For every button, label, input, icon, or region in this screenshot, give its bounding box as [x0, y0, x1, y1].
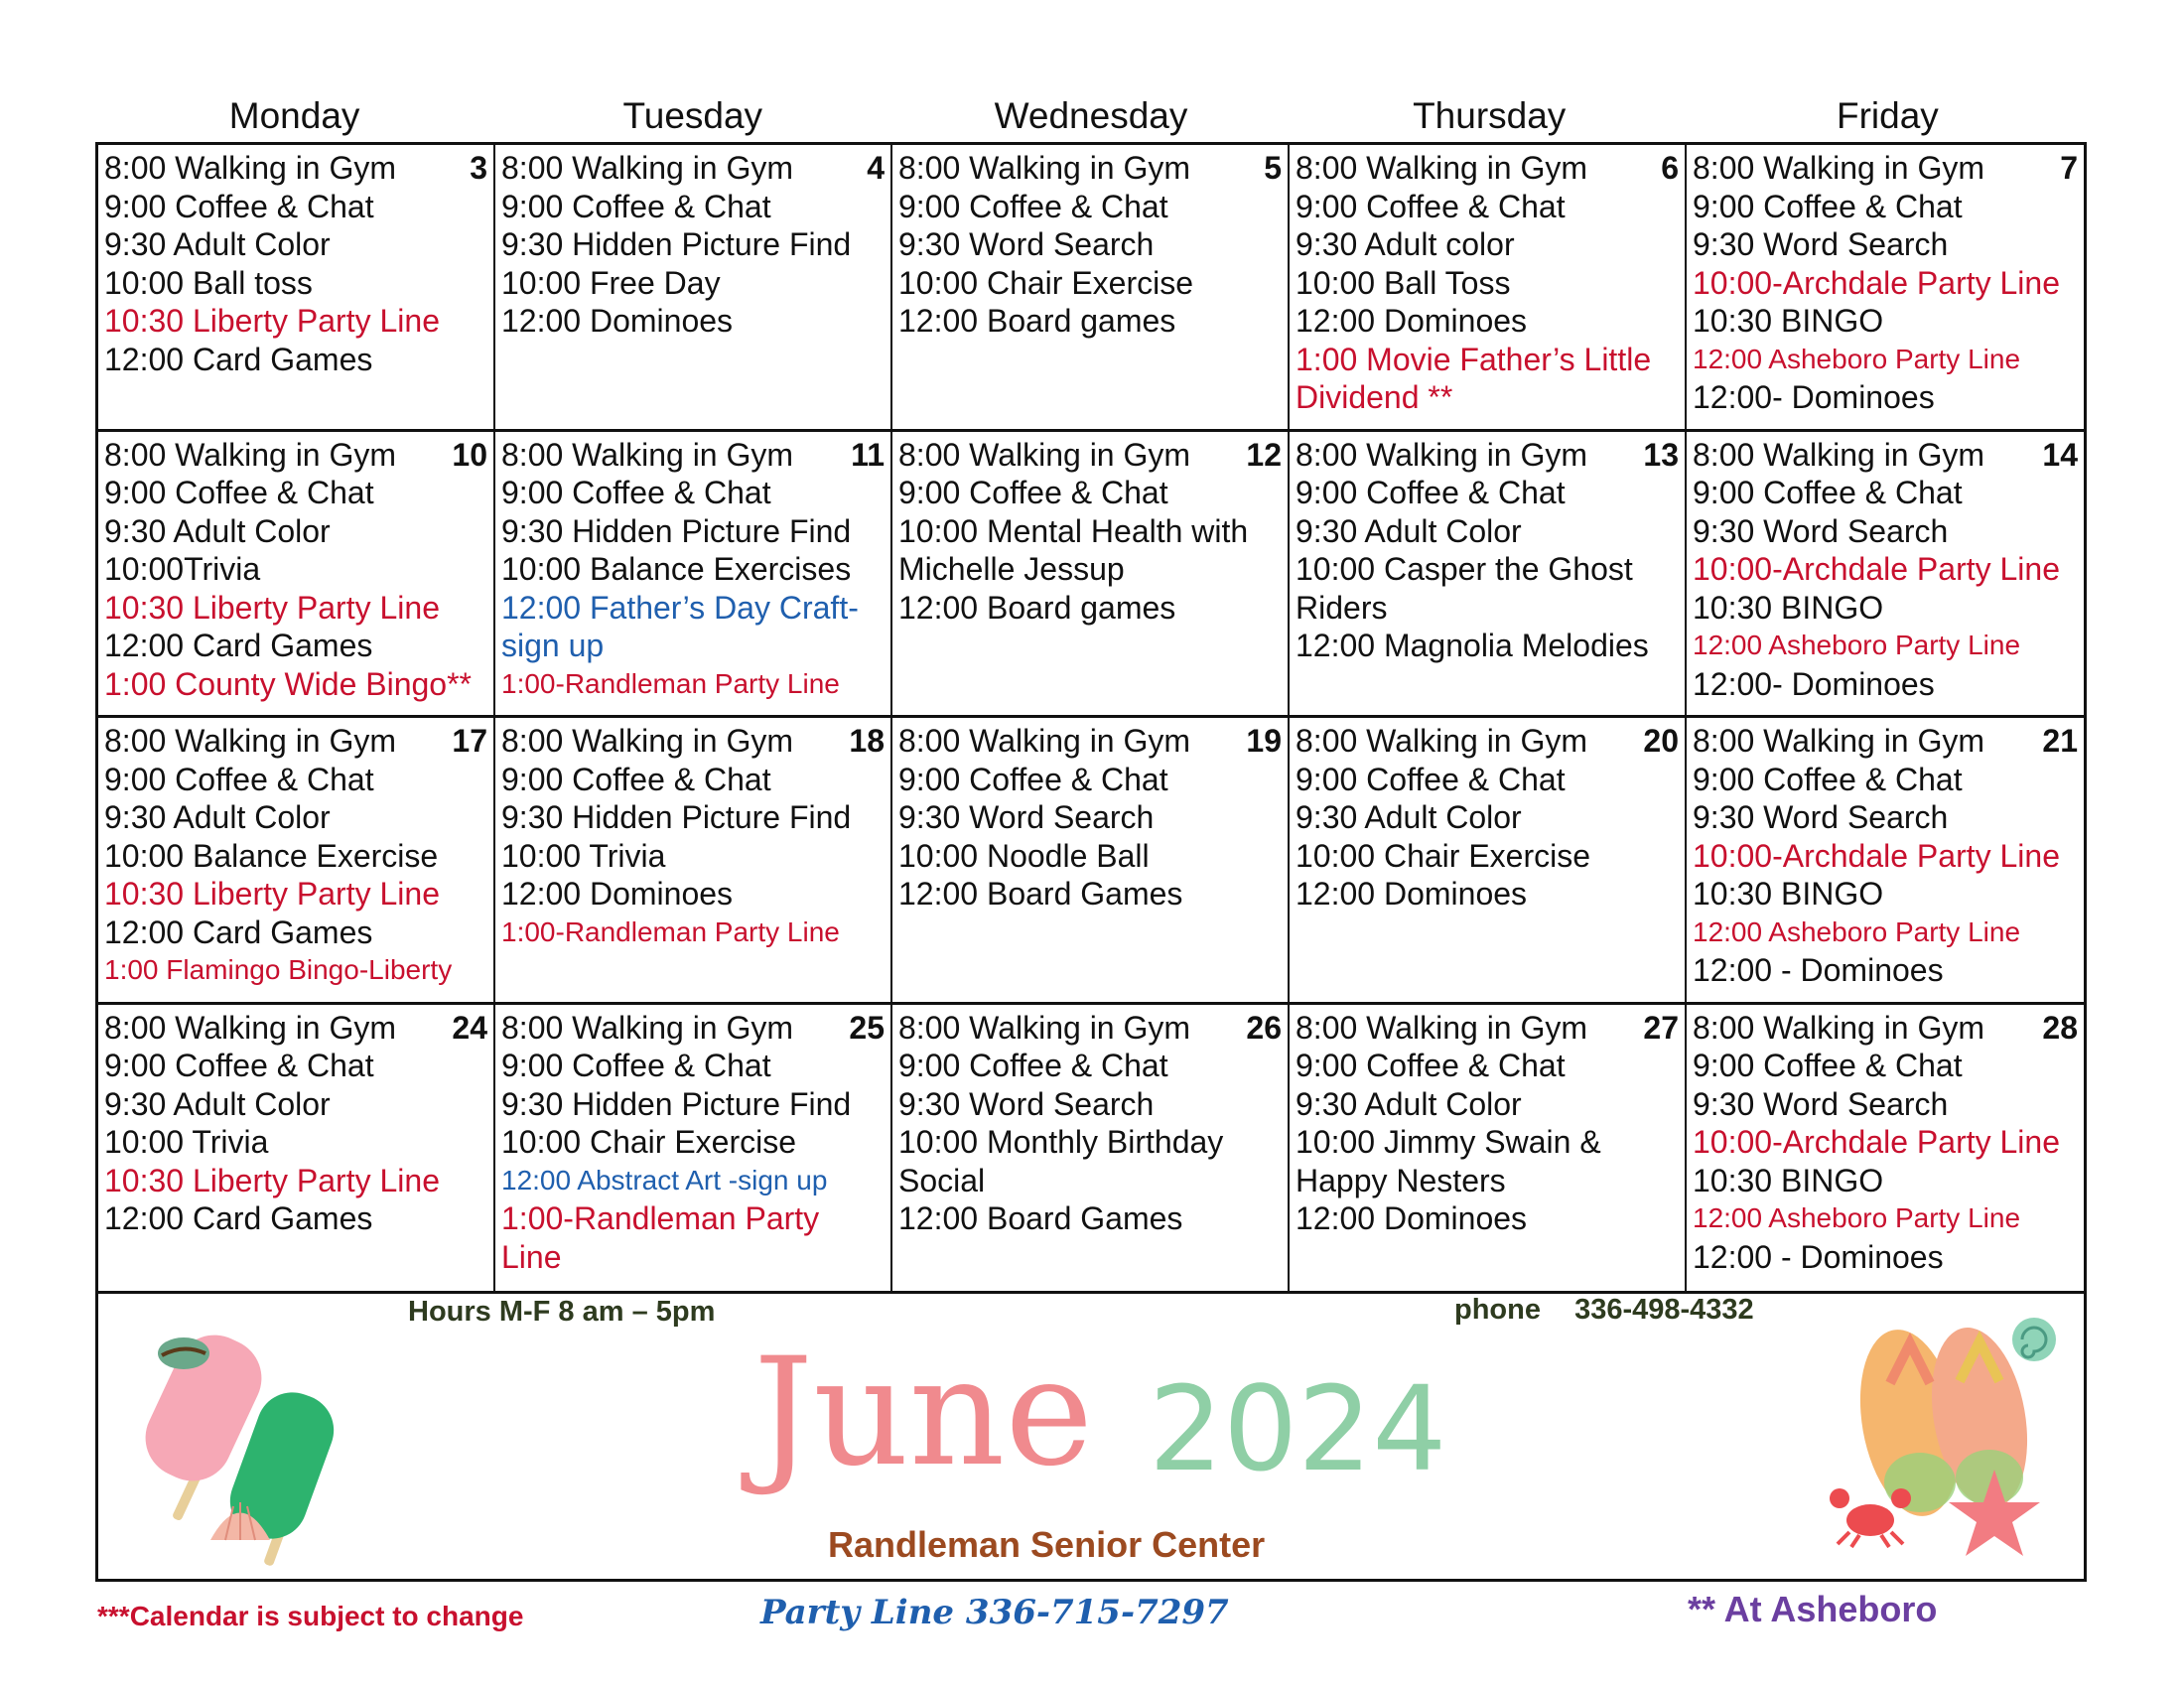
event-item: 10:00-Archdale Party Line	[1693, 837, 2060, 874]
event-item: 8:00 Walking in Gym	[104, 436, 397, 473]
event-item: 9:30 Hidden Picture Find	[501, 799, 852, 835]
day-cell	[98, 718, 495, 1005]
event-item: 10:00 Jimmy Swain & Happy Nesters	[1296, 1124, 1601, 1198]
event-item: 9:00 Coffee & Chat	[898, 761, 1168, 797]
event-item: 12:00 Asheboro Party Line	[1693, 630, 2021, 660]
event-item: 10:00 Noodle Ball	[898, 837, 1150, 874]
event-item: 10:00 Balance Exercise	[104, 837, 439, 874]
event-item: 9:00 Coffee & Chat	[1296, 475, 1566, 510]
event-item: 10:00-Archdale Party Line	[1693, 1124, 2060, 1160]
event-item: 9:00 Coffee & Chat	[501, 475, 771, 510]
event-item: 9:30 Word Search	[1693, 1085, 1949, 1122]
day-number: 28	[2042, 1009, 2078, 1046]
event-item: 12:00 Father’s Day Craft- sign up	[501, 589, 859, 663]
event-item: 10:30 BINGO	[1693, 589, 1884, 626]
event-list	[501, 436, 885, 704]
starfish-icon	[1945, 1465, 2044, 1564]
day-number: 19	[1246, 723, 1282, 759]
day-number: 14	[2042, 436, 2078, 473]
event-item: 8:00 Walking in Gym	[1296, 150, 1588, 186]
party-line-number: Party Line 336-715-7297	[760, 1593, 1229, 1632]
event-item: 1:00-Randleman Party Line	[501, 915, 840, 947]
day-number: 7	[2060, 150, 2078, 186]
month-title: June	[753, 1327, 1094, 1499]
event-list	[104, 436, 487, 704]
crab-icon	[1826, 1480, 1915, 1550]
event-item: 9:00 Coffee & Chat	[104, 1048, 374, 1083]
event-item: 8:00 Walking in Gym	[104, 1009, 397, 1046]
event-item: 12:00 Board Games	[898, 876, 1183, 912]
day-number: 11	[851, 436, 885, 473]
day-number: 26	[1246, 1009, 1282, 1046]
event-item: 9:30 Adult Color	[104, 512, 331, 549]
event-list	[1296, 149, 1679, 417]
day-number: 6	[1661, 150, 1679, 186]
event-list	[501, 722, 885, 951]
event-item: 9:00 Coffee & Chat	[898, 188, 1168, 224]
day-number: 21	[2042, 723, 2078, 759]
event-item: 10:00 Ball toss	[104, 264, 313, 301]
event-item: 9:30 Adult Color	[104, 226, 331, 262]
event-item: 12:00 - Dominoes	[1693, 952, 1944, 988]
event-list	[501, 149, 885, 341]
day-number: 18	[849, 723, 885, 759]
event-item: 12:00 Card Games	[104, 1200, 373, 1236]
event-item: 9:00 Coffee & Chat	[1693, 188, 1963, 224]
event-item: 9:30 Adult Color	[1296, 512, 1522, 549]
event-list	[1693, 149, 2078, 417]
event-item: 9:00 Coffee & Chat	[1296, 761, 1566, 797]
calendar-grid	[95, 142, 2087, 1294]
event-item: 9:30 Word Search	[1693, 799, 1949, 835]
day-number: 25	[849, 1009, 885, 1046]
event-item: 12:00 Card Games	[104, 628, 373, 663]
event-item: 9:00 Coffee & Chat	[501, 1048, 771, 1083]
event-item: 12:00 Dominoes	[1296, 876, 1528, 912]
event-item: 9:00 Coffee & Chat	[1693, 761, 1963, 797]
event-item: 9:30 Word Search	[898, 1085, 1155, 1122]
event-item: 12:00- Dominoes	[1693, 379, 1935, 415]
event-item: 8:00 Walking in Gym	[1296, 1009, 1588, 1046]
event-item: 12:00 Board games	[898, 589, 1176, 626]
event-list	[104, 149, 487, 378]
day-number: 12	[1246, 436, 1282, 473]
phone-line	[1454, 1294, 1754, 1327]
day-cell	[495, 1005, 892, 1292]
event-item: 9:00 Coffee & Chat	[501, 761, 771, 797]
weekday-header-row	[95, 91, 2087, 141]
event-item: 12:00 Dominoes	[501, 303, 734, 339]
event-item: 9:30 Word Search	[898, 226, 1155, 262]
event-item: 9:30 Word Search	[1693, 512, 1949, 549]
event-item: 10:00-Archdale Party Line	[1693, 551, 2060, 587]
event-item: 10:00 Casper the Ghost Riders	[1296, 551, 1633, 626]
event-item: 8:00 Walking in Gym	[898, 723, 1191, 759]
event-item: 10:00Trivia	[104, 551, 261, 587]
day-cell	[495, 145, 892, 432]
event-list	[1296, 436, 1679, 665]
event-item: 8:00 Walking in Gym	[1693, 1009, 1985, 1046]
event-item: 10:30 BINGO	[1693, 303, 1884, 339]
day-cell	[1687, 432, 2084, 719]
event-item: 8:00 Walking in Gym	[1693, 436, 1985, 473]
event-item: 9:00 Coffee & Chat	[1296, 188, 1566, 224]
day-cell	[1290, 1005, 1687, 1292]
event-list	[104, 1009, 487, 1238]
event-item: 10:00 Chair Exercise	[898, 264, 1194, 301]
event-item: 1:00 County Wide Bingo**	[104, 665, 472, 702]
event-list	[1693, 436, 2078, 704]
event-item: 10:00 Monthly Birthday Social	[898, 1124, 1224, 1198]
event-item: 8:00 Walking in Gym	[898, 1009, 1191, 1046]
event-item: 8:00 Walking in Gym	[501, 723, 794, 759]
event-item: 12:00 Dominoes	[1296, 1200, 1528, 1236]
event-item: 12:00 Board games	[898, 303, 1176, 339]
event-item: 10:00 Trivia	[501, 837, 666, 874]
calendar-change-note: ***Calendar is subject to change	[97, 1601, 524, 1631]
event-item: 8:00 Walking in Gym	[1296, 723, 1588, 759]
event-item: 10:30 Liberty Party Line	[104, 303, 440, 339]
day-number: 13	[1643, 436, 1679, 473]
event-item: 9:30 Adult Color	[1296, 1085, 1522, 1122]
event-item: 1:00 Movie Father’s Little Dividend **	[1296, 341, 1652, 415]
event-item: 9:30 Adult Color	[1296, 799, 1522, 835]
event-item: 9:00 Coffee & Chat	[1296, 1048, 1566, 1083]
day-cell	[1687, 718, 2084, 1005]
event-item: 12:00 Abstract Art -sign up	[501, 1164, 828, 1196]
weekday-wednesday: Wednesday	[994, 95, 1188, 136]
asheboro-footnote: ** At Asheboro	[1688, 1589, 1938, 1629]
event-item: 10:00 Ball Toss	[1296, 264, 1511, 301]
event-item: 10:30 Liberty Party Line	[104, 1162, 440, 1198]
seashell-icon	[205, 1490, 275, 1550]
event-item: 12:00- Dominoes	[1693, 665, 1935, 702]
day-number: 10	[452, 436, 487, 473]
event-item: 9:00 Coffee & Chat	[1693, 1048, 1963, 1083]
event-item: 8:00 Walking in Gym	[501, 1009, 794, 1046]
calendar-footer	[95, 1294, 2087, 1582]
day-number: 17	[452, 723, 487, 759]
event-list	[1693, 722, 2078, 990]
event-item: 9:00 Coffee & Chat	[104, 188, 374, 224]
day-cell	[892, 432, 1290, 719]
day-cell	[495, 432, 892, 719]
day-number: 24	[452, 1009, 487, 1046]
event-item: 9:30 Adult color	[1296, 226, 1515, 262]
event-item: 12:00 Card Games	[104, 341, 373, 377]
event-list	[1693, 1009, 2078, 1277]
day-cell	[1290, 718, 1687, 1005]
year-title: 2024	[1149, 1360, 1447, 1497]
day-cell	[495, 718, 892, 1005]
event-list	[898, 1009, 1282, 1238]
day-number: 5	[1264, 150, 1282, 186]
event-item: 10:00 Chair Exercise	[1296, 837, 1591, 874]
event-item: 12:00 Magnolia Melodies	[1296, 628, 1649, 663]
event-item: 8:00 Walking in Gym	[898, 150, 1191, 186]
event-item: 8:00 Walking in Gym	[104, 150, 397, 186]
event-item: 8:00 Walking in Gym	[1296, 436, 1588, 473]
seashell-icon	[2004, 1312, 2064, 1367]
event-list	[898, 722, 1282, 914]
event-item: 8:00 Walking in Gym	[501, 150, 794, 186]
event-item: 8:00 Walking in Gym	[1693, 723, 1985, 759]
day-number: 27	[1643, 1009, 1679, 1046]
event-item: 12:00 Asheboro Party Line	[1693, 343, 2021, 374]
event-item: 9:00 Coffee & Chat	[501, 188, 771, 224]
day-number: 20	[1643, 723, 1679, 759]
event-list	[898, 436, 1282, 628]
day-cell	[892, 145, 1290, 432]
event-item: 9:00 Coffee & Chat	[104, 475, 374, 510]
day-cell	[892, 718, 1290, 1005]
event-item: 12:00 - Dominoes	[1693, 1238, 1944, 1275]
center-name: Randleman Senior Center	[828, 1524, 1266, 1565]
weekday-friday: Friday	[1836, 95, 1939, 136]
event-item: 12:00 Dominoes	[501, 876, 734, 912]
day-cell	[98, 1005, 495, 1292]
weekday-tuesday: Tuesday	[622, 95, 763, 136]
event-item: 10:00 Trivia	[104, 1124, 269, 1160]
event-item: 8:00 Walking in Gym	[104, 723, 397, 759]
event-list	[898, 149, 1282, 341]
weekday-thursday: Thursday	[1413, 95, 1567, 136]
day-cell	[1290, 432, 1687, 719]
event-item: 10:30 BINGO	[1693, 876, 1884, 912]
event-item: 9:30 Adult Color	[104, 1085, 331, 1122]
event-item: 12:00 Board Games	[898, 1200, 1183, 1236]
event-item: 9:00 Coffee & Chat	[104, 761, 374, 797]
event-item: 9:30 Hidden Picture Find	[501, 1085, 852, 1122]
event-item: 9:30 Hidden Picture Find	[501, 512, 852, 549]
event-item: 10:30 Liberty Party Line	[104, 589, 440, 626]
event-item: 9:30 Word Search	[1693, 226, 1949, 262]
event-item: 12:00 Asheboro Party Line	[1693, 1202, 2021, 1233]
day-number: 4	[867, 150, 885, 186]
event-item: 9:00 Coffee & Chat	[898, 475, 1168, 510]
event-item: 8:00 Walking in Gym	[898, 436, 1191, 473]
event-item: 10:00-Archdale Party Line	[1693, 264, 2060, 301]
hours-text: Hours M-F 8 am – 5pm	[408, 1296, 716, 1328]
event-item: 9:00 Coffee & Chat	[1693, 475, 1963, 510]
event-item: 9:30 Hidden Picture Find	[501, 226, 852, 262]
day-cell	[892, 1005, 1290, 1292]
event-item: 9:00 Coffee & Chat	[898, 1048, 1168, 1083]
event-list	[104, 722, 487, 990]
event-list	[1296, 1009, 1679, 1238]
event-item: 10:00 Chair Exercise	[501, 1124, 797, 1160]
event-list	[1296, 722, 1679, 914]
event-item: 9:30 Adult Color	[104, 799, 331, 835]
day-cell	[98, 432, 495, 719]
day-cell	[1687, 145, 2084, 432]
event-item: 9:30 Word Search	[898, 799, 1155, 835]
day-cell	[1290, 145, 1687, 432]
day-cell	[1687, 1005, 2084, 1292]
event-item: 10:30 Liberty Party Line	[104, 876, 440, 912]
event-item: 8:00 Walking in Gym	[1693, 150, 1985, 186]
event-item: 1:00-Randleman Party Line	[501, 1200, 820, 1275]
event-item: 1:00-Randleman Party Line	[501, 667, 840, 699]
event-item: 10:00 Mental Health with Michelle Jessup	[898, 512, 1249, 587]
event-item: 10:30 BINGO	[1693, 1162, 1884, 1198]
event-item: 8:00 Walking in Gym	[501, 436, 794, 473]
event-list	[501, 1009, 885, 1277]
event-item: 12:00 Asheboro Party Line	[1693, 915, 2021, 947]
event-item: 10:00 Balance Exercises	[501, 551, 852, 587]
event-item: 12:00 Card Games	[104, 914, 373, 950]
event-item: 1:00 Flamingo Bingo-Liberty	[104, 954, 453, 985]
weekday-monday: Monday	[228, 95, 360, 136]
phone-label: phone	[1454, 1294, 1541, 1326]
day-cell	[98, 145, 495, 432]
phone-number: 336-498-4332	[1574, 1294, 1754, 1326]
event-item: 10:00 Free Day	[501, 264, 721, 301]
event-item: 12:00 Dominoes	[1296, 303, 1528, 339]
day-number: 3	[470, 150, 487, 186]
